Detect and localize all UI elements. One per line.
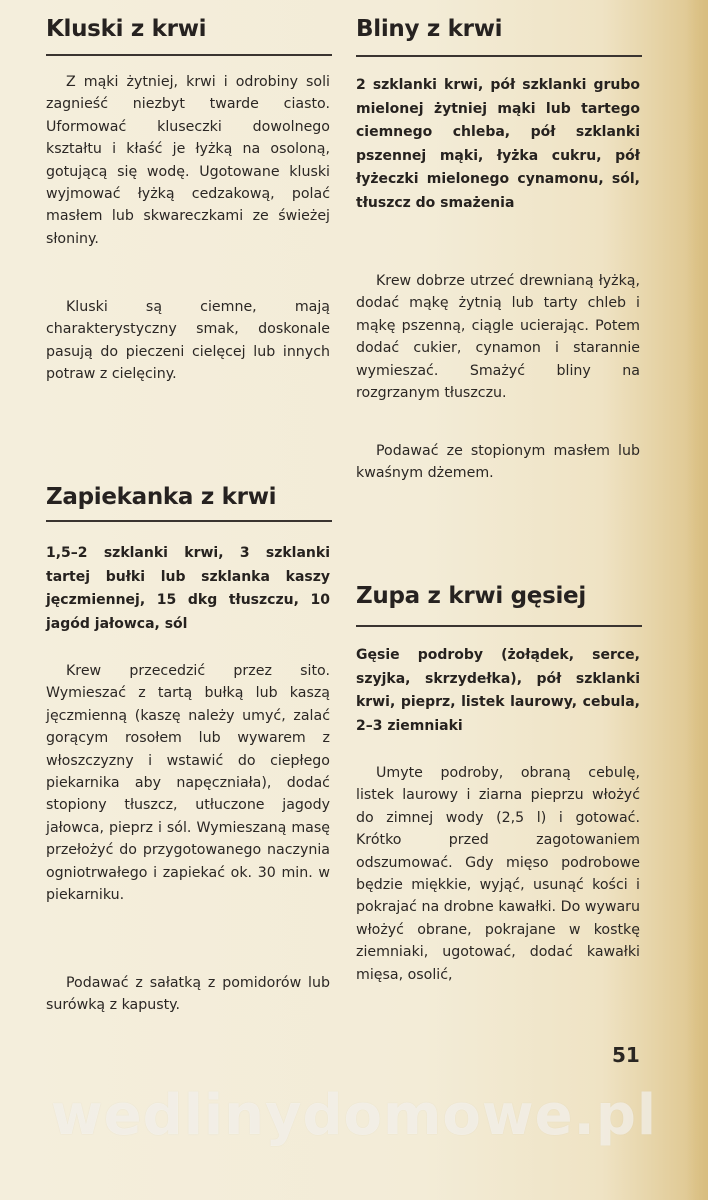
kluski-paragraph-2: Kluski są ciemne, mają charakterystyczny smak, doskonale pasują do pieczeni cielęcej lub innych potraw z cielęciny.	[46, 299, 330, 383]
bliny-paragraph-2: Podawać ze stopionym masłem lub kwaśnym dżemem.	[356, 443, 640, 482]
recipe-title-kluski: Kluski z krwi	[46, 16, 207, 42]
bliny-paragraph-1: Krew dobrze utrzeć drewnianą łyżką, dodać mąkę żytnią lub tarty chleb i mąkę pszenną, ciągle ucierając. Potem dodać cukier, cynamon i starannie wymieszać. Smażyć bliny na rozgrzanym tłuszczu.	[356, 273, 640, 402]
page-number: 51	[612, 1043, 640, 1067]
zupa-paragraph-1: Umyte podroby, obraną cebulę, listek laurowy i ziarna pieprzu włożyć do zimnej wody (2,5 l) i gotować. Krótko przed zagotowaniem odszumować. Gdy mięso podrobowe będzie miękkie, wyjąć, usunąć kości i pokrajać na drobne kawałki. Do wywaru włożyć obrane, pokrajane w kostkę ziemniaki, ugotować, dodać kawałki mięsa, osolić,	[356, 765, 640, 983]
recipe-title-zupa: Zupa z krwi gęsiej	[356, 583, 586, 609]
title-rule	[46, 520, 332, 522]
title-rule	[46, 54, 332, 56]
zapiekanka-paragraph-1: Krew przecedzić przez sito. Wymieszać z tartą bułką lub kaszą jęczmienną (kaszę należy umyć, zalać gorącym rosołem lub wywarem z włoszczyzny i wstawić do ciepłego piekarnika aby napęczniała), dodać stopiony tłuszcz, utłuczone jagody jałowca, pieprz i sól. Wymieszaną masę przełożyć do przygotowanego naczynia ogniotrwałego i zapiekać ok. 30 min. w piekarniku.	[46, 663, 330, 904]
zupa-ingredients: Gęsie podroby (żołądek, serce, szyjka, skrzydełka), pół szklanki krwi, pieprz, listek laurowy, cebula, 2–3 ziemniaki	[356, 647, 640, 734]
zapiekanka-ingredients: 1,5–2 szklanki krwi, 3 szklanki tartej bułki lub szklanka kaszy jęczmiennej, 15 dkg tłuszczu, 10 jagód jałowca, sól	[46, 545, 330, 632]
page-edge	[686, 0, 708, 1200]
recipe-title-zapiekanka: Zapiekanka z krwi	[46, 484, 277, 510]
zapiekanka-paragraph-2: Podawać z sałatką z pomidorów lub surówką z kapusty.	[46, 975, 330, 1014]
kluski-paragraph-1: Z mąki żytniej, krwi i odrobiny soli zagnieść niezbyt twarde ciasto. Uformować kluseczki dowolnego kształtu i kłaść je łyżką na osoloną, gotującą się wodę. Ugotowane kluski wyjmować łyżką cedzakową, polać masłem lub skwareczkami ze świeżej słoniny.	[46, 74, 330, 247]
watermark: wedlinydomowe.pl	[50, 1083, 658, 1148]
title-rule	[356, 625, 642, 627]
recipe-title-bliny: Bliny z krwi	[356, 16, 503, 42]
title-rule	[356, 55, 642, 57]
bliny-ingredients: 2 szklanki krwi, pół szklanki grubo mielonej żytniej mąki lub tartego ciemnego chleba, pół szklanki pszennej mąki, łyżka cukru, pół łyżeczki mielonego cynamonu, sól, tłuszcz do smażenia	[356, 77, 640, 211]
